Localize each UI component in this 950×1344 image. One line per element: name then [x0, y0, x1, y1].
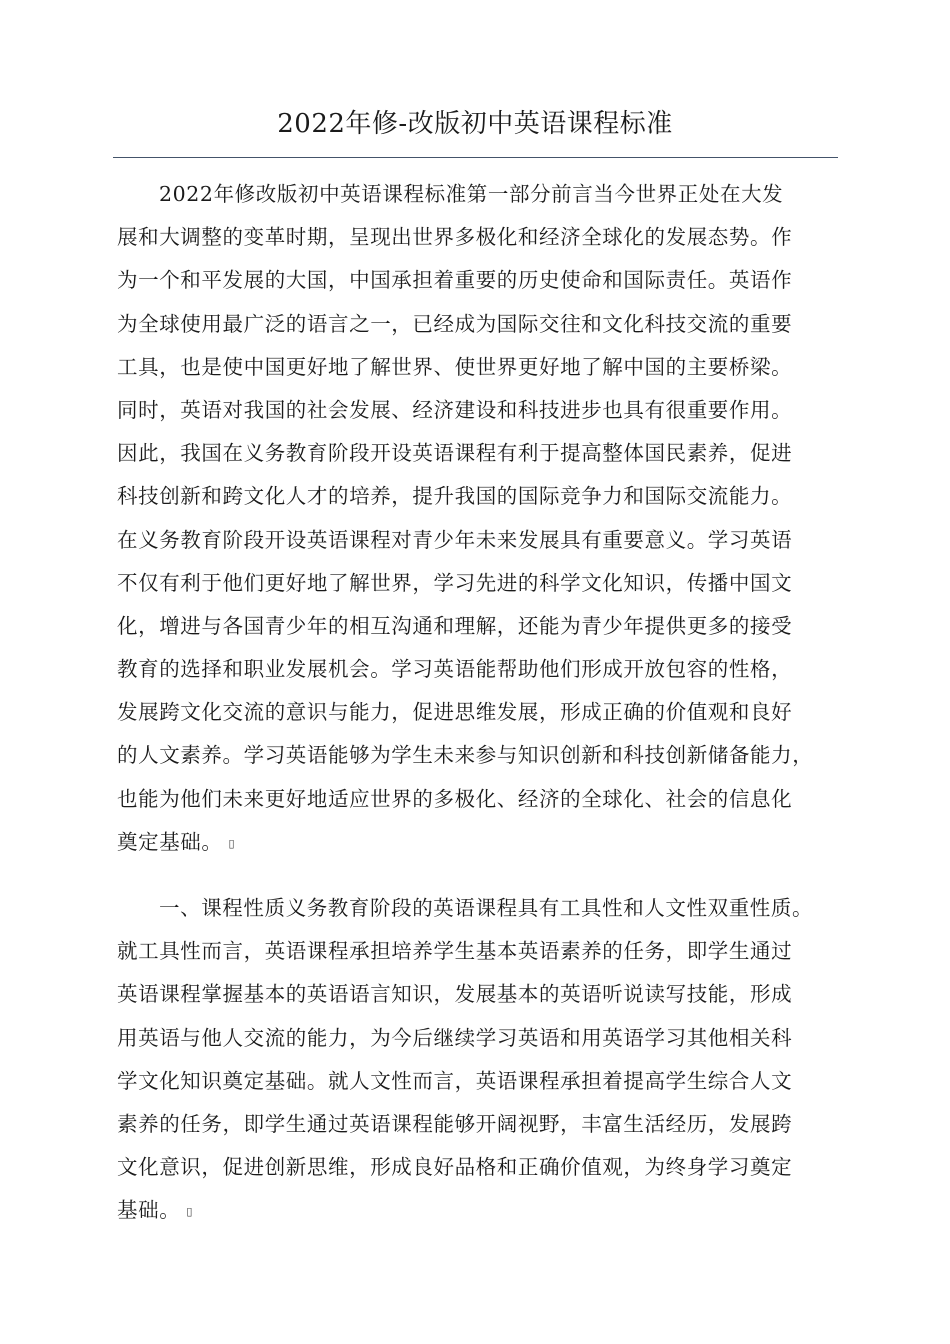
line-text: 英语课程掌握基本的英语语言知识，发展基本的英语听说读写技能，形成	[117, 982, 793, 1007]
line-text: 学文化知识奠定基础。就人文性而言，英语课程承担着提高学生综合人文	[117, 1068, 793, 1093]
line-text: 在义务教育阶段开设英语课程对青少年未来发展具有重要意义。学习英语	[117, 527, 793, 552]
line-text: 因此，我国在义务教育阶段开设英语课程有利于提高整体国民素养，促进	[117, 441, 793, 466]
paragraph-line	[117, 173, 857, 216]
paragraph-line	[117, 930, 857, 973]
line-text: 科技创新和跨文化人才的培养，提升我国的国际竞争力和国际交流能力。	[117, 484, 793, 509]
line-text: 为一个和平发展的大国，中国承担着重要的历史使命和国际责任。英语作	[117, 268, 793, 293]
paragraph-line	[117, 778, 857, 821]
paragraph-line	[117, 519, 857, 562]
line-text: 为全球使用最广泛的语言之一，已经成为国际交往和文化科技交流的重要	[117, 311, 793, 336]
paragraph-line	[117, 303, 857, 346]
paragraph-line	[117, 1017, 857, 1060]
line-text: 奠定基础。	[117, 829, 223, 854]
paragraph-line	[117, 216, 857, 259]
paragraph-mark-icon: ▯	[186, 1205, 193, 1219]
line-text: 化，增进与各国青少年的相互沟通和理解，还能为青少年提供更多的接受	[117, 613, 793, 638]
paragraph-line	[117, 1189, 857, 1232]
line-text: 素养的任务，即学生通过英语课程能够开阔视野，丰富生活经历，发展跨	[117, 1111, 793, 1136]
line-text: 也能为他们未来更好地适应世界的多极化、经济的全球化、社会的信息化	[117, 786, 793, 811]
paragraph-line	[117, 648, 857, 691]
line-text: 2022年修改版初中英语课程标准第一部分前言当今世界正处在大发	[159, 182, 784, 206]
title-divider	[113, 157, 838, 158]
paragraph-line	[117, 259, 857, 302]
line-text: 一、课程性质义务教育阶段的英语课程具有工具性和人文性双重性质。	[159, 896, 814, 920]
paragraph-line	[117, 605, 857, 648]
paragraph-line	[117, 691, 857, 734]
line-text: 同时，英语对我国的社会发展、经济建设和科技进步也具有很重要作用。	[117, 397, 793, 422]
paragraph-line	[117, 887, 857, 930]
line-text: 用英语与他人交流的能力，为今后继续学习英语和用英语学习其他相关科	[117, 1025, 793, 1050]
line-text: 教育的选择和职业发展机会。学习英语能帮助他们形成开放包容的性格，	[117, 657, 793, 682]
line-text: 的人文素养。学习英语能够为学生未来参与知识创新和科技创新储备能力，	[117, 743, 814, 768]
paragraph-line	[117, 973, 857, 1016]
paragraph-mark-icon: ▯	[228, 836, 236, 850]
paragraph-line	[117, 389, 857, 432]
document-title: 2022年修-改版初中英语课程标准	[277, 109, 673, 139]
paragraph-line	[117, 734, 857, 777]
paragraph-line	[117, 821, 857, 864]
line-text: 工具，也是使中国更好地了解世界、使世界更好地了解中国的主要桥梁。	[117, 354, 793, 379]
paragraph-line	[117, 1146, 857, 1189]
line-text: 基础。	[117, 1198, 181, 1223]
paragraph-line	[117, 475, 857, 518]
line-text: 展和大调整的变革时期，呈现出世界多极化和经济全球化的发展态势。作	[117, 225, 793, 250]
paragraph-line	[117, 432, 857, 475]
paragraph-line	[117, 1060, 857, 1103]
line-text: 发展跨文化交流的意识与能力，促进思维发展，形成正确的价值观和良好	[117, 700, 793, 725]
line-text: 不仅有利于他们更好地了解世界，学习先进的科学文化知识，传播中国文	[117, 570, 793, 595]
paragraph-course-nature	[117, 887, 857, 1233]
paragraph-line	[117, 346, 857, 389]
paragraph-preface	[117, 173, 857, 864]
paragraph-line	[117, 1103, 857, 1146]
line-text: 文化意识，促进创新思维，形成良好品格和正确价值观，为终身学习奠定	[117, 1155, 793, 1180]
line-text: 就工具性而言，英语课程承担培养学生基本英语素养的任务，即学生通过	[117, 939, 793, 964]
paragraph-line	[117, 562, 857, 605]
